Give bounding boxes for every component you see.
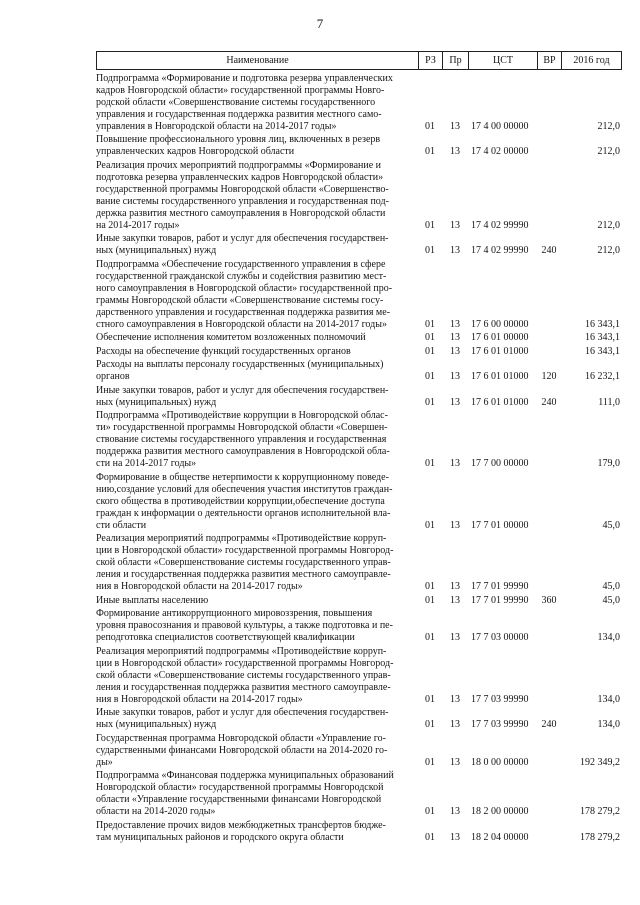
row-subsection-code: 13 (450, 806, 460, 817)
row-name-line: Реализация прочих мероприятий подпрограммы «Формирование и (96, 159, 382, 171)
row-name-line: Государственная программа Новгородской области «Управление го- (96, 732, 386, 744)
row-expense-type-code (537, 632, 561, 644)
row-name-line: ции в Новгородской области» государственной программы Новгород- (96, 545, 394, 556)
budget-row (96, 409, 622, 471)
row-subsection-code: 13 (450, 458, 460, 469)
row-expense-type-code (537, 520, 561, 532)
row-subsection-code: 13 (450, 245, 460, 256)
budget-row (96, 71, 622, 133)
column-header-name: Наименование (226, 54, 289, 66)
row-name (96, 385, 418, 409)
row-name (96, 608, 418, 644)
row-section-code: 01 (425, 458, 435, 469)
row-expense-type-code (537, 694, 561, 706)
row-name (96, 820, 418, 844)
row-amount: 45,0 (602, 519, 620, 531)
row-name-line: Предоставление прочих видов межбюджетных трансфертов бюдже- (96, 819, 386, 831)
column-header-expense-type: ВР (537, 52, 561, 69)
row-name-line: подготовка резерва управленческих кадров Новгородской области» (96, 171, 384, 183)
row-section-code: 01 (425, 693, 435, 705)
budget-row (96, 731, 622, 769)
row-amount: 192 349,2 (580, 756, 620, 768)
row-name (96, 359, 418, 383)
row-name-line: сти области (96, 519, 147, 531)
row-expense-type-code (537, 581, 561, 593)
row-subsection-code: 13 (450, 519, 460, 531)
row-name-line: ния в Новгородской области на 2014-2017 годы» (96, 693, 303, 705)
row-name-line: ных (муниципальных) нужд (96, 719, 217, 730)
row-expense-type-code: 240 (541, 245, 557, 256)
row-section-code: 01 (425, 632, 435, 643)
row-expense-type-code (537, 146, 561, 158)
row-name (96, 259, 418, 331)
row-name-line: держка развития местного самоуправления в Новгородской области (96, 207, 386, 219)
row-subsection-code: 13 (450, 396, 460, 408)
row-expense-type-code (537, 458, 561, 470)
row-section-code: 01 (425, 831, 435, 843)
row-name-line: вание системы государственного управления и государственная под- (96, 195, 389, 207)
row-target-item-code: 17 6 01 01000 (471, 396, 529, 408)
budget-row (96, 344, 622, 358)
table-header (96, 51, 622, 70)
row-subsection-code: 13 (450, 719, 460, 730)
row-name-line: там муниципальных районов и городского округа области (96, 831, 344, 843)
row-name (96, 410, 418, 470)
row-expense-type-code: 120 (541, 371, 557, 382)
row-name-line: Подпрограмма «Финансовая поддержка муниципальных образований (96, 770, 394, 781)
row-name-line: Расходы на обеспечение функций государственных органов (96, 345, 351, 357)
row-expense-type-code (537, 121, 561, 133)
row-amount: 212,0 (597, 219, 620, 231)
row-subsection-code: 13 (450, 345, 460, 357)
row-amount: 16 343,1 (585, 332, 620, 343)
row-target-item-code: 17 4 02 00000 (471, 146, 529, 157)
row-name-line: на 2014-2017 годы» (96, 219, 180, 231)
row-name-line: поддержка развития местного самоуправления в Новгородской обла- (96, 446, 390, 457)
row-name-line: уровня правосознания и правовой культуры, а также подготовка и пе- (96, 620, 393, 631)
row-target-item-code: 17 7 03 00000 (471, 632, 529, 643)
row-name (96, 332, 418, 344)
budget-row (96, 607, 622, 645)
row-name-line: государственной программы Новгородской области «Совершенство- (96, 183, 389, 195)
row-name-line: ды» (96, 756, 113, 768)
row-target-item-code: 18 2 00 00000 (471, 806, 529, 817)
row-name-line: Формирование антикоррупционного мировоззрения, повышения (96, 608, 373, 619)
row-subsection-code: 13 (450, 594, 460, 606)
row-name-line: ского общества в противодействии коррупции,обеспечение доступа (96, 495, 385, 507)
row-name-line: области на 2014-2020 годы» (96, 806, 216, 817)
row-subsection-code: 13 (450, 219, 460, 231)
row-name-line: области «Управление государственными финансами Новгородской (96, 794, 382, 805)
row-name-line: ской области «Совершенствование системы государственного управ- (96, 557, 391, 568)
row-name-line: ного самоуправления в Новгородской области» государственной про- (96, 282, 393, 294)
row-name-line: граммы Новгородской области «Совершенствование системы госу- (96, 294, 384, 306)
row-target-item-code: 17 6 01 01000 (471, 345, 529, 357)
row-amount: 212,0 (597, 245, 620, 256)
row-name-line: управления в Новгородской области на 2014-2017 годы» (96, 120, 337, 132)
row-amount: 134,0 (597, 719, 620, 730)
row-name (96, 595, 418, 607)
table-body (96, 71, 622, 844)
row-amount: 178 279,2 (580, 806, 620, 817)
row-section-code: 01 (425, 581, 435, 592)
row-subsection-code: 13 (450, 120, 460, 132)
row-subsection-code: 13 (450, 318, 460, 330)
row-target-item-code: 17 4 02 99990 (471, 245, 529, 256)
row-name (96, 646, 418, 706)
row-amount: 16 343,1 (585, 345, 620, 357)
row-section-code: 01 (425, 396, 435, 408)
row-section-code: 01 (425, 594, 435, 606)
row-name (96, 770, 418, 818)
budget-row (96, 818, 622, 844)
row-name-line: кадров Новгородской области» государственной программы Новго- (96, 84, 385, 96)
row-amount: 134,0 (597, 693, 620, 705)
row-name-line: Иные закупки товаров, работ и услуг для обеспечения государствен- (96, 707, 389, 718)
page-number: 7 (316, 16, 324, 31)
row-expense-type-code (537, 806, 561, 818)
row-name-line: Формирование в обществе нетерпимости к коррупционному поведе- (96, 471, 389, 483)
row-target-item-code: 17 4 00 00000 (471, 120, 529, 132)
row-name-line: ствование системы государственного управления и государственная (96, 434, 387, 445)
row-amount: 179,0 (597, 458, 620, 469)
budget-row (96, 470, 622, 532)
row-section-code: 01 (425, 719, 435, 730)
row-expense-type-code (537, 832, 561, 844)
row-name-line: дарственного управления и государственная поддержка развития ме- (96, 306, 391, 318)
row-name-line: сударственными финансами Новгородской области на 2014-2020 го- (96, 744, 388, 756)
row-name-line: ции в Новгородской области» государственной программы Новгород- (96, 657, 394, 669)
row-subsection-code: 13 (450, 632, 460, 643)
column-header-target-item: ЦСТ (468, 52, 537, 69)
budget-row (96, 644, 622, 706)
row-amount: 178 279,2 (580, 831, 620, 843)
budget-row (96, 593, 622, 607)
budget-row (96, 383, 622, 409)
row-target-item-code: 18 2 04 00000 (471, 831, 529, 843)
row-expense-type-code (537, 757, 561, 769)
row-expense-type-code (537, 319, 561, 331)
row-name-line: Иные закупки товаров, работ и услуг для обеспечения государствен- (96, 384, 389, 396)
row-amount: 16 343,1 (585, 318, 620, 330)
row-name-line: родской области «Совершенствование системы государственного (96, 96, 376, 108)
row-expense-type-code: 240 (541, 719, 557, 730)
row-name-line: Расходы на выплаты персоналу государственных (муниципальных) (96, 359, 384, 370)
row-expense-type-code: 360 (541, 594, 557, 606)
row-section-code: 01 (425, 146, 435, 157)
row-name-line: управленческих кадров Новгородской области (96, 146, 295, 157)
row-name-line: ления и государственная поддержка развития местного самоуправле- (96, 681, 391, 693)
row-name-line: ния в Новгородской области на 2014-2017 годы» (96, 581, 303, 592)
row-amount: 134,0 (597, 632, 620, 643)
budget-row (96, 158, 622, 232)
row-subsection-code: 13 (450, 146, 460, 157)
row-section-code: 01 (425, 756, 435, 768)
row-name (96, 733, 418, 769)
row-expense-type-code (537, 346, 561, 358)
row-amount: 212,0 (597, 146, 620, 157)
row-amount: 212,0 (597, 120, 620, 132)
row-name-line: реподготовка специалистов соответствующей квалификации (96, 632, 355, 643)
row-section-code: 01 (425, 519, 435, 531)
row-subsection-code: 13 (450, 581, 460, 592)
row-name-line: органов (96, 371, 130, 382)
budget-row (96, 331, 622, 345)
column-header-amount: 2016 год (561, 52, 621, 69)
row-expense-type-code: 240 (541, 396, 557, 408)
row-subsection-code: 13 (450, 371, 460, 382)
row-name (96, 134, 418, 158)
row-subsection-code: 13 (450, 693, 460, 705)
row-name-line: граждан к информации о деятельности органов исполнительной вла- (96, 507, 391, 519)
row-section-code: 01 (425, 345, 435, 357)
row-target-item-code: 17 6 01 00000 (471, 332, 529, 343)
budget-row (96, 257, 622, 331)
budget-row (96, 358, 622, 384)
row-name-line: ных (муниципальных) нужд (96, 396, 217, 408)
row-name-line: государственной гражданской службы и содействия развитию мест- (96, 270, 387, 282)
row-name (96, 533, 418, 593)
row-subsection-code: 13 (450, 756, 460, 768)
row-name-line: Реализация мероприятий подпрограммы «Противодействие корруп- (96, 645, 387, 657)
row-target-item-code: 18 0 00 00000 (471, 756, 529, 768)
budget-row (96, 769, 622, 819)
row-target-item-code: 17 7 03 99990 (471, 693, 529, 705)
row-target-item-code: 17 6 01 01000 (471, 371, 529, 382)
row-name-line: Повышение профессионального уровня лиц, включенных в резерв (96, 134, 381, 145)
row-section-code: 01 (425, 318, 435, 330)
row-target-item-code: 17 7 01 00000 (471, 519, 529, 531)
row-name (96, 472, 418, 532)
row-name-line: ской области «Совершенствование системы государственного управ- (96, 669, 391, 681)
row-name-line: Обеспечение исполнения комитетом возложенных полномочий (96, 332, 366, 343)
row-name-line: сти на 2014-2017 годы» (96, 458, 197, 469)
row-name-line: Иные закупки товаров, работ и услуг для обеспечения государствен- (96, 233, 389, 244)
budget-row (96, 706, 622, 732)
row-name (96, 160, 418, 232)
row-name-line: стного самоуправления в Новгородской области на 2014-2017 годы» (96, 318, 387, 330)
row-section-code: 01 (425, 332, 435, 343)
row-section-code: 01 (425, 806, 435, 817)
row-target-item-code: 17 4 02 99990 (471, 219, 529, 231)
row-name-line: Подпрограмма «Обеспечение государственного управления в сфере (96, 258, 386, 270)
column-header-section: РЗ (418, 52, 442, 69)
row-name-line: Подпрограмма «Формирование и подготовка резерва управленческих (96, 72, 393, 84)
row-amount: 45,0 (602, 581, 620, 592)
column-header-subsection: Пр (442, 52, 468, 69)
row-target-item-code: 17 7 01 99990 (471, 594, 529, 606)
row-amount: 45,0 (602, 594, 620, 606)
budget-row (96, 532, 622, 594)
row-subsection-code: 13 (450, 831, 460, 843)
row-name (96, 233, 418, 257)
row-name-line: ления и государственная поддержка развития местного самоуправле- (96, 569, 391, 580)
budget-row (96, 133, 622, 159)
row-subsection-code: 13 (450, 332, 460, 343)
row-section-code: 01 (425, 245, 435, 256)
row-section-code: 01 (425, 371, 435, 382)
row-name-line: ти» государственной программы Новгородской области «Совершен- (96, 422, 388, 433)
row-name-line: Подпрограмма «Противодействие коррупции в Новгородской облас- (96, 410, 388, 421)
row-name-line: Иные выплаты населению (96, 594, 209, 606)
row-expense-type-code (537, 332, 561, 344)
row-section-code: 01 (425, 120, 435, 132)
row-target-item-code: 17 7 00 00000 (471, 458, 529, 469)
row-amount: 111,0 (598, 396, 620, 408)
row-expense-type-code (537, 220, 561, 232)
row-name (96, 346, 418, 358)
row-name-line: управления и государственная поддержка развития местного само- (96, 108, 382, 120)
row-name-line: Реализация мероприятий подпрограммы «Противодействие корруп- (96, 533, 387, 544)
budget-row (96, 232, 622, 258)
row-name-line: нию,создание условий для обеспечения участия институтов граждан- (96, 483, 393, 495)
row-target-item-code: 17 7 03 99990 (471, 719, 529, 730)
row-name-line: ных (муниципальных) нужд (96, 245, 217, 256)
row-name-line: Новгородской области» государственной программы Новгородской (96, 782, 384, 793)
row-name (96, 73, 418, 133)
row-name (96, 707, 418, 731)
row-amount: 16 232,1 (585, 371, 620, 382)
row-section-code: 01 (425, 219, 435, 231)
row-target-item-code: 17 7 01 99990 (471, 581, 529, 592)
row-target-item-code: 17 6 00 00000 (471, 318, 529, 330)
